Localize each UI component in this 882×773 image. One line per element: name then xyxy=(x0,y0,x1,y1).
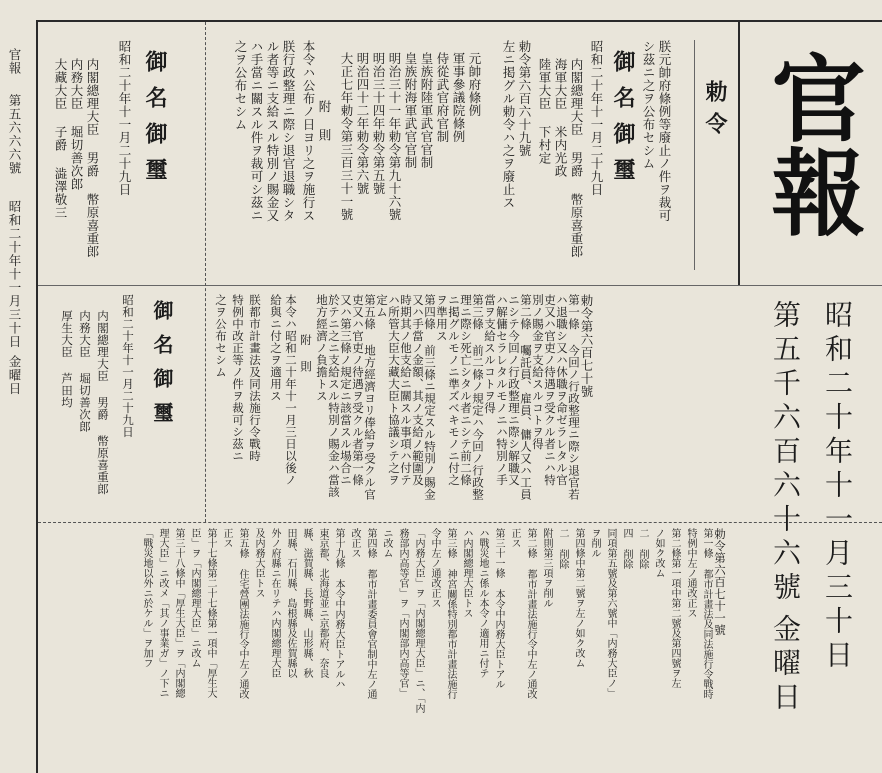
frame-left-rule xyxy=(36,20,38,773)
top-supplementary: 附 則 本令ハ公布ノ日ヨリ之ヲ施行ス xyxy=(301,40,332,222)
chokurei-rule xyxy=(694,40,695,270)
margin-paper-name: 官報 xyxy=(7,48,22,75)
middle-body: 第一條 今回ノ行政整理ニ際シ退官若 ハ退職シ又ハ休職ヲ命ゼラレタル官 吏又ハ官吏ノ待遇ヲ受クル者ニハ特 別ノ賜金ヲ支給スルコトヲ得 第二條 囑託員、雇員、傭人又ハ工員 ニシテ今回ノ行政整理ニ際シ解職又 ハ解傭セラレタルモノニハ特別ノ手 當ヲ支給スルコトヲ得 第三條 前二條ノ規定ハ今回ノ行政整 理ニ際シ死亡シタル者ニシテ前二條 ニ掲グルモノニ準ズベキモノニ付之 ヲ準用ス 第四條 前三條ニ規定スル特別ノ賜金 又ハ手當ノ金額、其ノ支給ノ範圍及 時期其ノ他支給ニ關スル事項ハ付テ ハ所管大臣大藏大臣ト協議シテ之ヲ 定ム 第五條 地方經濟ヨリ俸給ヲ受クル官 吏又ハ官吏ノ待遇ヲ受クル者第一條 又ハ第三條ノ規定ニ該當スル場合ニ 於テニ之ニ支給スル特別ノ賜金ハ當該 地方經濟ノ負擔トス xyxy=(315,294,581,501)
row-divider-1 xyxy=(38,285,882,286)
chokurei-header: 勅令 xyxy=(702,80,728,144)
top-seal-2: 御名御璽 xyxy=(142,50,168,194)
top-sign-date-2: 昭和二十年十一月二十九日 xyxy=(117,40,132,196)
masthead-weekday: 金曜日 xyxy=(769,614,802,716)
margin-weekday: 金曜日 xyxy=(7,355,22,396)
masthead-divider xyxy=(738,20,740,285)
top-abolished-items: 元帥府條例 軍事參議院條例 侍從武官府官制 皇族附陸軍武官官制 皇族附海軍武官官制 明治三十一年勅令第九十六號 明治三十四年勅令第五號 明治四十二年勅令第六號 大正七年勅令第三百三十一號 xyxy=(339,52,482,221)
middle-preamble: 朕都市計畫法及同法施行令戰時 特例中改正等ノ件ヲ裁可シ茲ニ 之ヲ公布セシム xyxy=(214,294,262,462)
middle-sign-date: 昭和二十年十一月二十九日 xyxy=(121,294,135,438)
margin-date: 昭和二十年十一月三十日 xyxy=(7,200,22,349)
top-sign-date: 昭和二十年十一月二十九日 xyxy=(589,40,604,196)
margin-issue: 第五六六六號 xyxy=(7,94,22,175)
column-dash-1 xyxy=(205,22,206,522)
row-divider-2 xyxy=(38,522,882,523)
middle-signatories: 内閣總理大臣 男爵 幣原喜重郎 内務大臣 堀切善次郎 厚生大臣 芦田均 xyxy=(60,310,110,495)
top-seal: 御名御璽 xyxy=(610,50,636,194)
masthead-title: 官報 xyxy=(755,50,865,238)
masthead-date: 昭和二十年十一月三十日 xyxy=(821,300,854,674)
frame-top-rule xyxy=(36,20,882,22)
middle-supplementary: 附 則 本令ハ昭和二十年十一月三日以後ノ 給與ニ付之ヲ適用ス xyxy=(269,294,313,486)
top-ordinance-669: 勅令第六百六十九號 左ニ掲グル勅令ハ之ヲ廢止ス xyxy=(501,40,532,209)
top-preamble-2: 朕行政整理ニ際シ退官退職シタ ル者等ニ支給スル特別ノ賜金又 ハ手當ニ關スル件ヲ裁可シ茲ニ 之ヲ公布セシム xyxy=(233,40,296,222)
top-signatories: 内閣總理大臣 男爵 幣原喜重郎 海軍大臣 米内光政 陸軍大臣 下村定 xyxy=(537,58,584,258)
middle-seal: 御名御璽 xyxy=(150,300,174,436)
bottom-body: 第一條 都市計畫法及同法施行令戰時 特例中左ノ通改正ス 第二條第一項中第二號及第四號ヲ左 ノ如ク改ム 二 削除 四 削除 同項第五號及第六號中「内務大臣ノ」 ヲ削ル 第四條中第二號ヲ左ノ如ク改ム 二 削除 附則第三項ヲ削ル 第二條 都市計畫法施行令中左ノ通改 正ス 第三十一條 本令中内務大臣トアル ハ戰災地ニ係ル本令ノ適用ニ付テ ハ内閣總理大臣トス 第三條 神宮關係特別都市計畫法施行 令中左ノ通改正ス 「内務大臣」ヲ「内閣總理大臣」ニ、「内 務部内高等官」ヲ「内閣部内高等官」 ニ改ム 第四條 都市計畫委員會官制中左ノ通 改正ス 第十九條 本令中内務大臣トアルハ 東京都、北海道並ニ京都府、奈良 縣、滋賀縣、長野縣、山形縣、秋 田縣、石川縣、島根縣及佐賀縣以 外ノ府縣ニ在リテハ内閣總理大臣 及内務大臣トス 第五條 住宅營團法施行令中左ノ通改 正ス 第十七條第二十七條第一項中「厚生大 臣」ヲ「内閣總理大臣」ニ改ム 第三十八條中「厚生大臣」ヲ「内閣總 理大臣」ニ改メ「其ノ事業ガ」ノ下ニ 「戰災地以外ニ於ケル」ヲ加フ xyxy=(141,528,712,713)
masthead-issue: 第五千六百六十六號 xyxy=(769,300,802,606)
middle-ordinance-670: 勅令第六百七十號 xyxy=(579,294,594,398)
top-signatories-2: 内閣總理大臣 男爵 幣原喜重郎 内務大臣 堀切善次郎 大藏大臣 子爵 澁澤敬三 xyxy=(53,58,100,258)
top-preamble: 朕元帥府條例等廢止ノ件ヲ裁可 シ茲ニ之ヲ公布セシム xyxy=(641,40,672,222)
bottom-ordinance-671: 勅令第六百七十一號 xyxy=(713,528,727,636)
